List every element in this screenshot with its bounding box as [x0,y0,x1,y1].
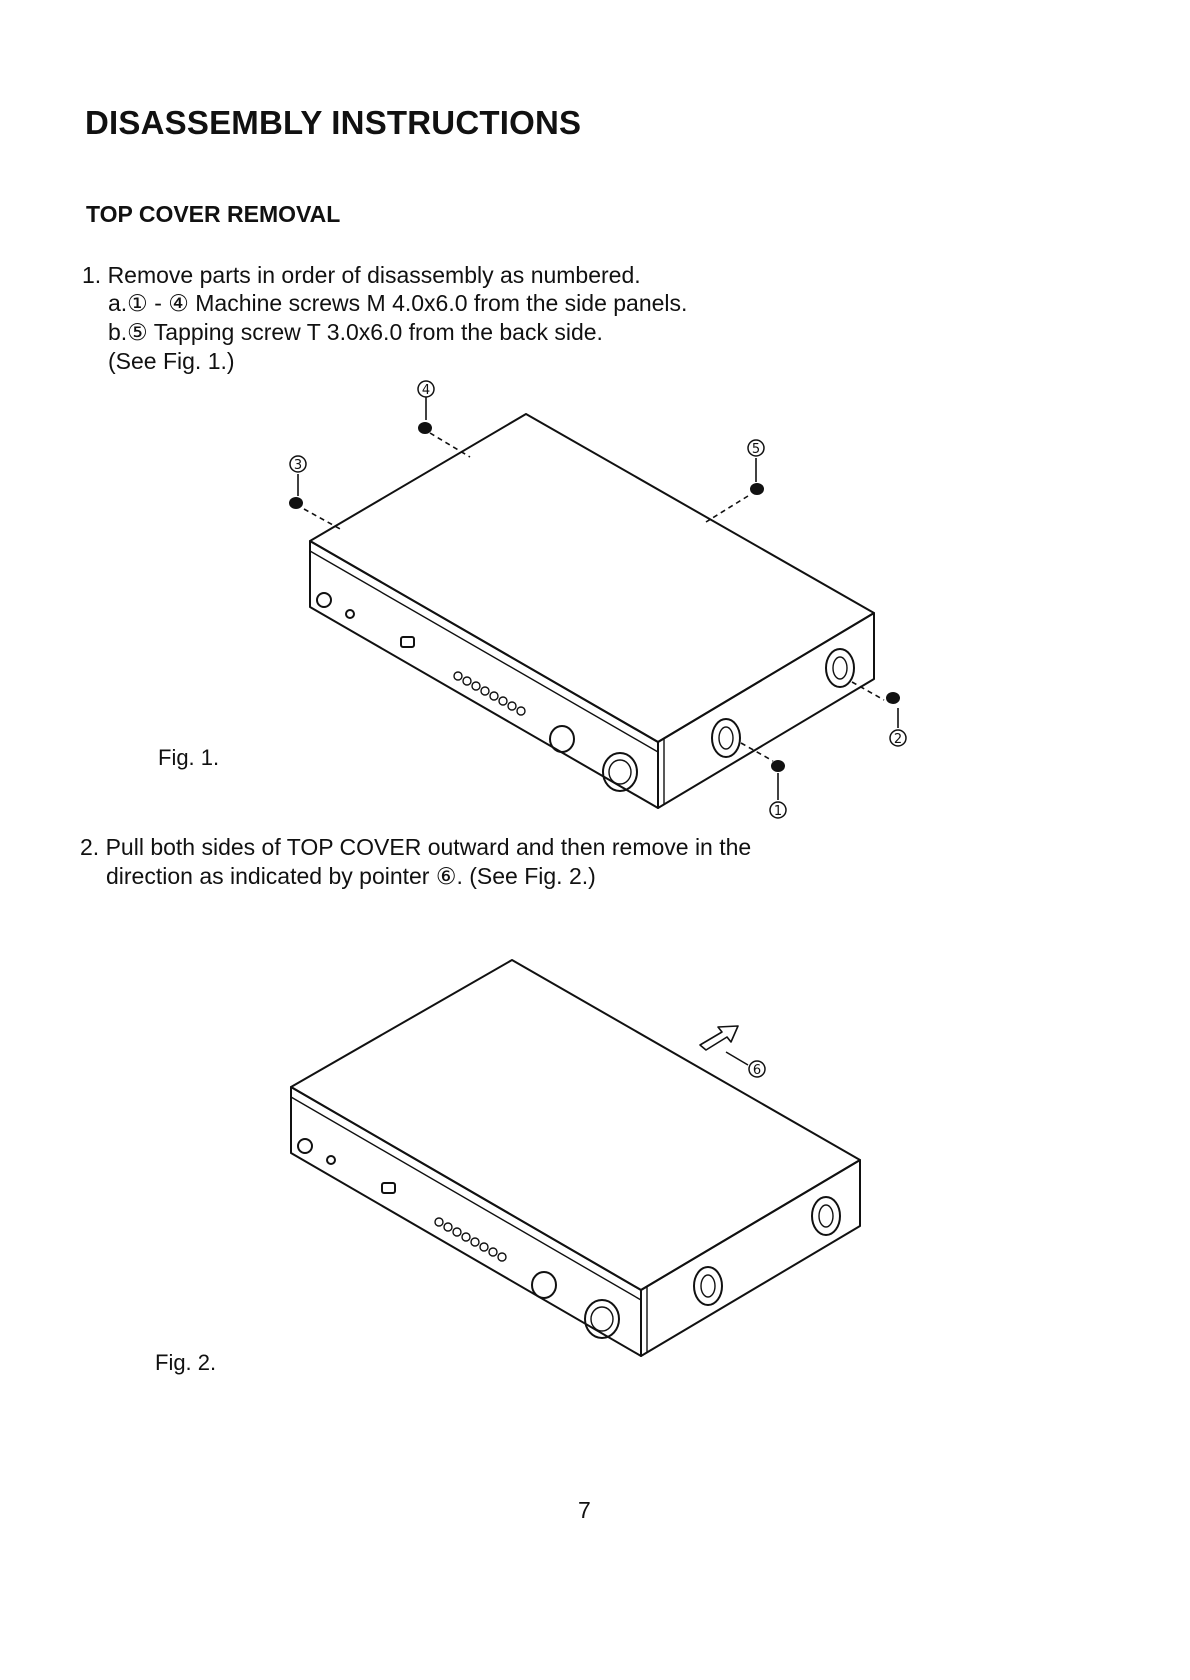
step-2-line-1: 2. Pull both sides of TOP COVER outward and then remove in the [80,834,752,860]
step-1-line-4: (See Fig. 1.) [108,348,235,374]
callout-6: 6 [752,1063,762,1078]
figure-2-diagram [291,960,860,1356]
step-1-line-2: a.① - ④ Machine screws M 4.0x6.0 from the side panels. [108,290,688,316]
callout-4: 4 [421,383,431,398]
callout-2: 2 [893,732,903,747]
callout-5: 5 [751,442,761,457]
callout-3: 3 [293,458,303,473]
figure-1-caption: Fig. 1. [158,745,220,770]
page-number: 7 [578,1497,591,1523]
step-2-line-2: direction as indicated by pointer ⑥. (See Fig. 2.) [106,863,596,889]
step-1-line-3: b.⑤ Tapping screw T 3.0x6.0 from the back side. [108,319,603,345]
figure-2-caption: Fig. 2. [155,1350,217,1375]
section-heading: TOP COVER REMOVAL [86,201,341,227]
callout-1: 1 [773,804,783,819]
step-1-line-1: 1. Remove parts in order of disassembly as numbered. [82,262,641,288]
page-title: DISASSEMBLY INSTRUCTIONS [85,104,582,141]
